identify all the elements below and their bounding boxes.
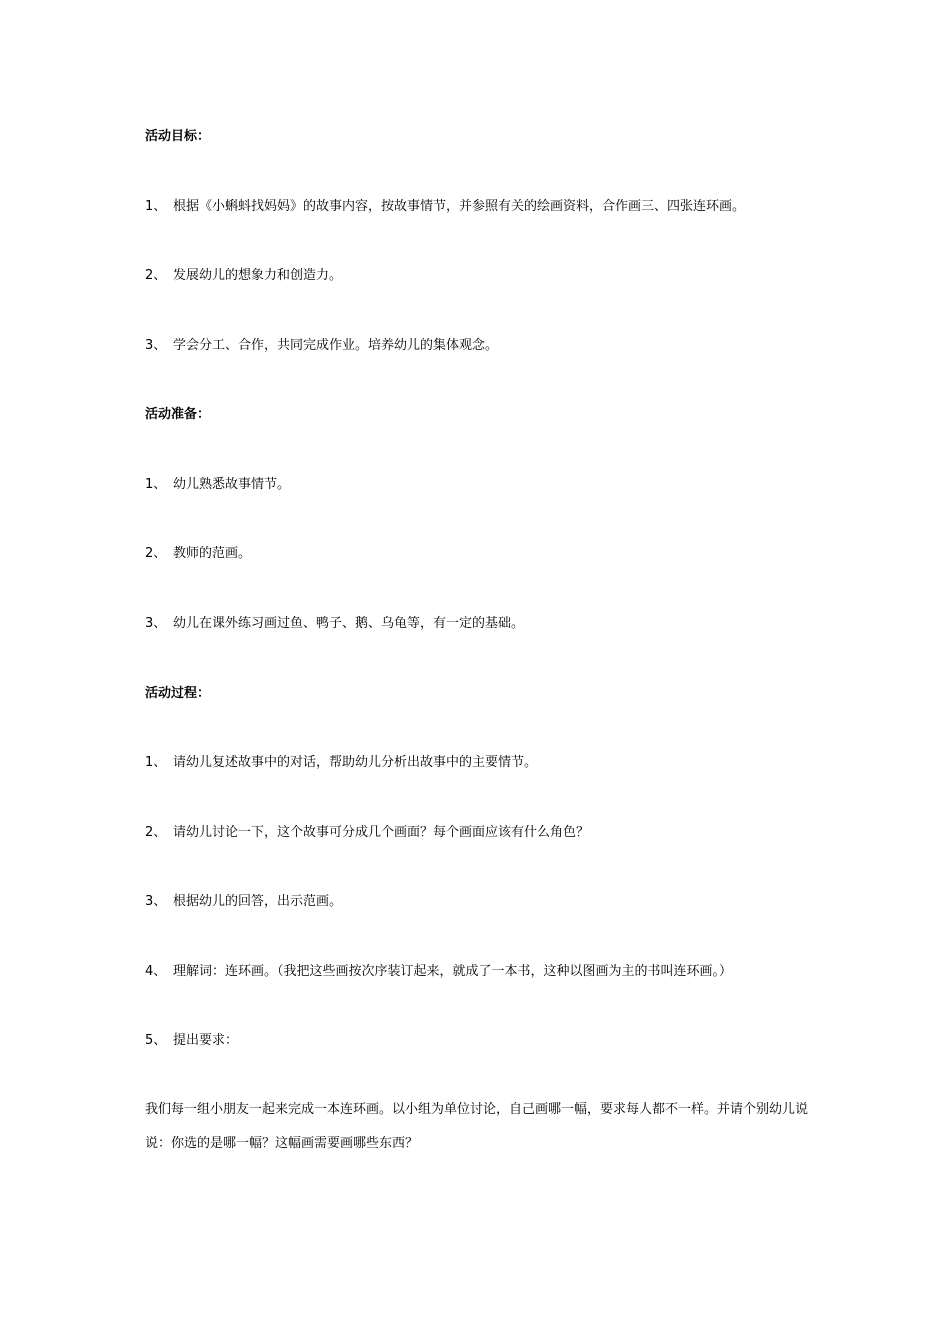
process-item-5 — [145, 1032, 238, 1050]
process-item-3 — [145, 893, 342, 911]
list-number: 4、 — [145, 964, 167, 979]
goals-heading: 活动目标： — [145, 129, 211, 144]
prep-item-2 — [145, 545, 251, 563]
process-heading: 活动过程： — [145, 686, 211, 701]
list-number: 1、 — [145, 755, 167, 770]
list-item-text: 理解词：连环画。（我把这些画按次序装订起来，就成了一本书，这种以图画为主的书叫连环画。） — [173, 964, 733, 979]
process-item-2 — [145, 824, 589, 842]
list-number: 1、 — [145, 477, 167, 492]
list-number: 3、 — [145, 616, 167, 631]
prep-item-1 — [145, 476, 290, 494]
process-item-4 — [145, 963, 732, 981]
process-item-1 — [145, 754, 537, 772]
prep-heading: 活动准备： — [145, 407, 211, 422]
process-paragraph: 我们每一组小朋友一起来完成一本连环画。以小组为单位讨论，自己画哪一幅，要求每人都不一样。并请个别幼儿说说：你选的是哪一幅？这幅画需要画哪些东西？ — [145, 1102, 809, 1151]
list-number: 3、 — [145, 894, 167, 909]
list-number: 2、 — [145, 268, 167, 283]
list-number: 5、 — [145, 1033, 167, 1048]
list-item-text: 根据幼儿的回答，出示范画。 — [173, 894, 343, 909]
list-item-text: 幼儿在课外练习画过鱼、鸭子、鹅、乌龟等，有一定的基础。 — [173, 616, 525, 631]
list-number: 2、 — [145, 825, 167, 840]
list-item-text: 提出要求： — [173, 1033, 239, 1048]
list-number: 1、 — [145, 199, 167, 214]
prep-item-3 — [145, 615, 524, 633]
list-item-text: 幼儿熟悉故事情节。 — [173, 477, 291, 492]
goals-item-1 — [145, 198, 745, 216]
list-item-text: 学会分工、合作，共同完成作业。培养幼儿的集体观念。 — [173, 338, 499, 353]
goals-item-2 — [145, 267, 342, 285]
list-item-text: 根据《小蝌蚪找妈妈》的故事内容，按故事情节，并参照有关的绘画资料，合作画三、四张连环画。 — [173, 199, 746, 214]
list-item-text: 请幼儿讨论一下，这个故事可分成几个画面？每个画面应该有什么角色？ — [173, 825, 590, 840]
list-number: 3、 — [145, 338, 167, 353]
list-item-text: 请幼儿复述故事中的对话，帮助幼儿分析出故事中的主要情节。 — [173, 755, 538, 770]
goals-item-3 — [145, 337, 498, 355]
list-item-text: 发展幼儿的想象力和创造力。 — [173, 268, 343, 283]
list-item-text: 教师的范画。 — [173, 546, 252, 561]
list-number: 2、 — [145, 546, 167, 561]
